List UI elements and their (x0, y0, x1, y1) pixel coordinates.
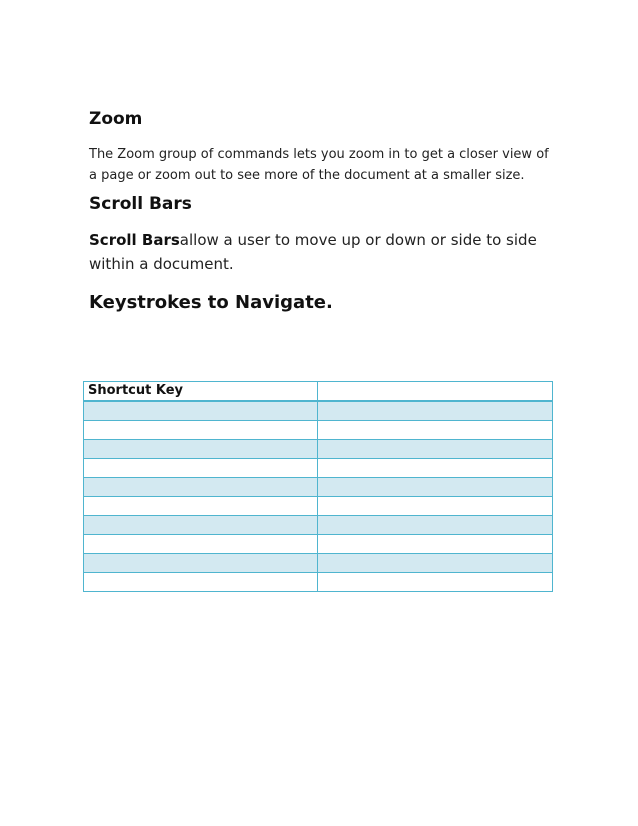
scroll-bars-term: Scroll Bars (89, 231, 180, 249)
document-content (89, 108, 551, 315)
table-cell (318, 440, 553, 459)
table-cell (318, 516, 553, 535)
table-cell (84, 497, 318, 516)
table-cell (318, 421, 553, 440)
zoom-paragraph: The Zoom group of commands lets you zoom in to get a closer view of a page or zoom out to see more of the document at a smaller size. (89, 147, 549, 183)
table-row (84, 478, 553, 497)
table-row (84, 516, 553, 535)
table-row (84, 421, 553, 440)
table-cell (84, 459, 318, 478)
table-cell (84, 440, 318, 459)
table-header-row (84, 382, 553, 402)
table-row (84, 535, 553, 554)
scroll-bars-paragraph (89, 228, 551, 276)
table-cell (318, 573, 553, 592)
table-row (84, 401, 553, 421)
table-cell (84, 535, 318, 554)
scroll-bars-description: allow a user to move up or down or side to side within a document. (89, 231, 537, 273)
table-cell (84, 401, 318, 421)
table-header-cell (318, 382, 553, 402)
table-row (84, 554, 553, 573)
table-header-cell: Shortcut Key (84, 382, 318, 402)
table-cell (84, 421, 318, 440)
scroll-bars-heading: Scroll Bars (89, 194, 192, 214)
table-cell (84, 554, 318, 573)
table-cell (84, 478, 318, 497)
zoom-heading: Zoom (89, 109, 143, 129)
table-row (84, 440, 553, 459)
table-cell (318, 497, 553, 516)
table-cell (318, 459, 553, 478)
table-cell (318, 401, 553, 421)
table-row (84, 459, 553, 478)
table-cell (84, 573, 318, 592)
table-cell (84, 516, 318, 535)
keystrokes-heading: Keystrokes to Navigate. (89, 292, 333, 313)
table-row (84, 573, 553, 592)
table-cell (318, 478, 553, 497)
shortcut-key-table (83, 381, 553, 592)
table-row (84, 497, 553, 516)
table-cell (318, 535, 553, 554)
table-cell (318, 554, 553, 573)
